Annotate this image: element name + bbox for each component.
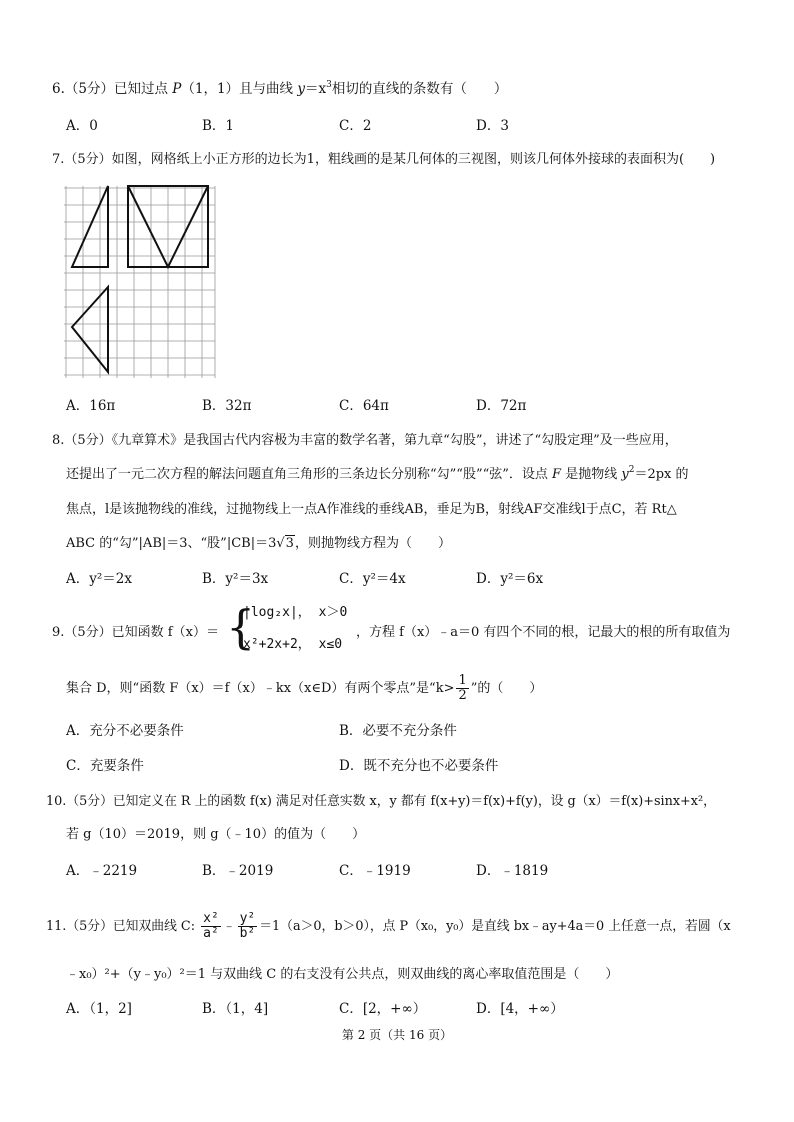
q8-option-b: B．y²＝3x	[202, 571, 269, 587]
q9-head: 9.（5分）已知函数 f（x）＝	[52, 625, 219, 640]
q6-option-d: D．3	[476, 118, 509, 134]
q9-case1: |log₂x|， x＞0	[243, 605, 348, 620]
q10-line2: 若 g（10）＝2019，则 g（﹣10）的值为（ ）	[66, 827, 366, 842]
q9-tail: ，方程 f（x）﹣a＝0 有四个不同的根，记最大的根的所有取值为	[356, 625, 731, 640]
q8-line1: 8.（5分）《九章算术》是我国古代内容极为丰富的数学名著，第九章“勾股”，讲述了“勾股定理”及一些应用，	[52, 433, 678, 448]
q9-brace: {	[226, 600, 256, 654]
q8-option-d: D．y²＝6x	[476, 571, 544, 587]
q7-stem: 7.（5分）如图，网格纸上小正方形的边长为1，粗线画的是某几何体的三视图，则该几何体外接球的表面积为( )	[52, 152, 716, 167]
q6-option-a: A．0	[66, 118, 98, 134]
q8-line2: 还提出了一元二次方程的解法问题直角三角形的三条边长分别称“勾”“股”“弦”．设点 F 是抛物线 $y^2=2px$ 的	[66, 465, 689, 482]
three-view-figure	[60, 182, 220, 382]
q11-option-d: D．[4，+∞）	[476, 1001, 564, 1017]
q7-option-d: D．72π	[476, 398, 527, 414]
q11-option-b: B．（1，4]	[202, 1001, 269, 1017]
q10-option-c: C．﹣1919	[339, 863, 411, 879]
q8-line3: 焦点，l是该抛物线的准线，过抛物线上一点A作准线的垂线AB，垂足为B，射线AF交准线l于点C，若 Rt△	[66, 502, 677, 517]
q9-case2: x²+2x+2， x≤0	[243, 637, 343, 652]
q8-line4: ABC 的“勾”|AB|＝3、“股”|CB|＝3√3，则抛物线方程为（ ）	[66, 536, 451, 551]
q8-option-a: A．y²＝2x	[66, 571, 132, 587]
q7-option-a: A．16π	[66, 398, 116, 414]
q7-option-c: C．64π	[339, 398, 389, 414]
q11-line2: ﹣x₀）²+（y﹣y₀）²＝1 与双曲线 C 的右支没有公共点，则双曲线的离心率取值范围是（ ）	[66, 967, 619, 982]
q7-option-b: B．32π	[202, 398, 252, 414]
q10-option-d: D．﹣1819	[476, 863, 549, 879]
page-footer: 第 2 页（共 16 页）	[341, 1028, 453, 1042]
q6-option-c: C．2	[339, 118, 372, 134]
q9-option-b: B．必要不充分条件	[339, 723, 457, 739]
q10-option-a: A．﹣2219	[66, 863, 138, 879]
q11-option-c: C．[2，+∞）	[339, 1001, 427, 1017]
q11-option-a: A．（1，2]	[66, 1001, 132, 1017]
q9-option-a: A．充分不必要条件	[66, 723, 184, 739]
q9-option-c: C．充要条件	[66, 758, 144, 774]
q9-line2: 集合 D，则“函数 F（x）＝f（x）﹣kx（x∈D）有两个零点”是“k> $\frac{1}{2}$ ”的（ ）	[66, 673, 543, 703]
q6-stem: 6.（5分）已知过点 P（1，1）且与曲线 $y=x^3$相切的直线的条数有（ ）	[52, 80, 508, 97]
q6-option-b: B．1	[202, 118, 235, 134]
q11-line1: 11.（5分）已知双曲线 C: $\frac{\text{x²}}{\text{a²}}$ ﹣ $\frac{\text{y²}}{\text{b²}}$ ＝1（a＞0，b＞0），点 P（x₀，y₀）是直线 bx﹣ay+4a＝0 上任意一点，若圆（x	[46, 911, 731, 941]
q10-option-b: B．﹣2019	[202, 863, 274, 879]
q9-option-d: D．既不充分也不必要条件	[339, 758, 499, 774]
q10-line1: 10.（5分）已知定义在 R 上的函数 f(x) 满足对任意实数 x，y 都有 f(x+y)＝f(x)+f(y)，设 g（x）＝f(x)+sinx+x²，	[46, 794, 716, 809]
q8-option-c: C．y²＝4x	[339, 571, 406, 587]
